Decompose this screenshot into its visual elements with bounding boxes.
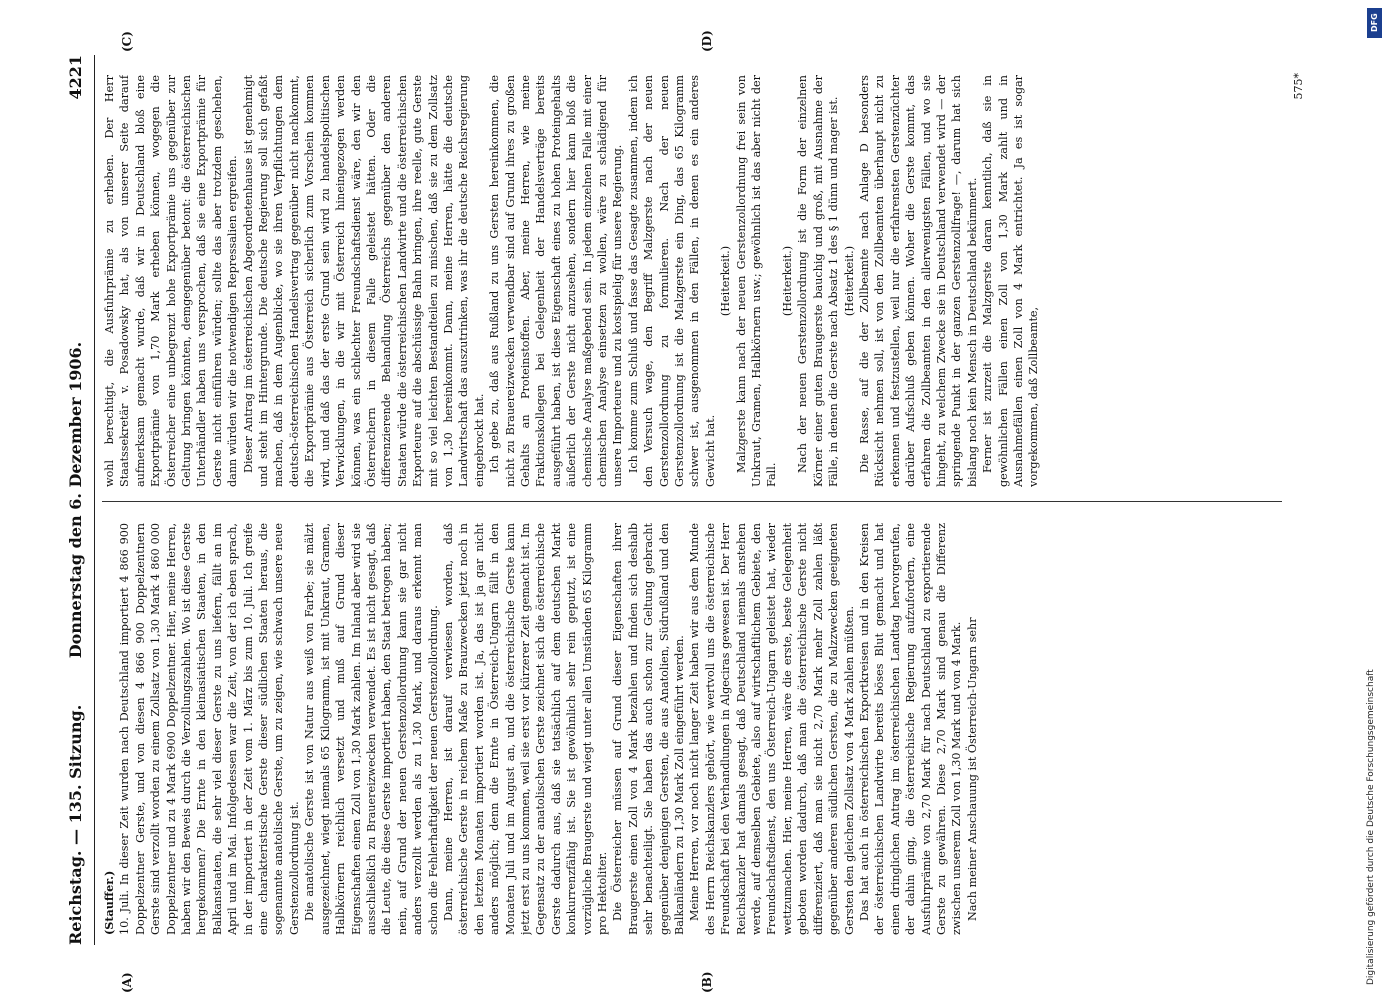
paragraph: Die Österreicher müssen auf Grund dieser Eigenschaften ihrer Braugerste einen Zoll von 4 Mark bezahlen und finden sich deshalb sehr benachteiligt. Sie haben das auch schon zur Geltung gebracht gegenüber denjenigen Gersten, die aus Anatolien, Südrußland und den Balkanländern zu 1,30 Mark Zoll eingeführt werden. (611, 523, 687, 935)
signature-mark: 575* (1292, 73, 1305, 100)
speaker-name: (Stauffer.) (102, 870, 116, 935)
dfg-logo: DFG (1367, 8, 1382, 38)
paragraph: Dieser Antrag im österreichischen Abgeordnetenhause ist genehmigt und steht im Hintergrunde. Die deutsche Regierung soll sich gefaßt machen, daß in dem Augenblicke, wo sie ihren Verpflichtungen dem deutsch-österreichischen Handelsvertrag gegenüber nicht nachkommt, die Exportprämie aus Österreich sicherlich zum Vorschein kommen wird, und daß das der erste Grund sein wird zu handelspolitischen Verwicklungen, in die wir mit Österreich hineingezogen werden können, was ein schlechter Freundschaftsdienst wäre, den wir den Österreichern in diesem Falle geleistet hätten. Oder die differenzierende Behandlung Österreichs gegenüber den anderen Staaten würde die österreichischen Landwirte und die österreichischen Exporteure auf die abschüssige Bahn bringen, ihre reelle, gute Gerste mit so viel leichten Bestandteilen zu mischen, daß sie zu dem Zollsatz von 1,30 hereinkommt. Dann, meine Herren, hätte die deutsche Landwirtschaft das auszutrinken, was ihr die deutsche Reichsregierung eingebrockt hat. (241, 75, 486, 487)
interjection: (Heiterkeit.) (842, 245, 856, 317)
paragraph: Ich gebe zu, daß aus Rußland zu uns Gersten hereinkommen, die nicht zu Brauereizwecken verwendbar sind auf Grund ihres zu großen Gehalts an Proteinstoffen. Aber, meine Herren, wie meine Fraktionskollegen bei Gelegenheit der Handelsverträge bereits ausgeführt haben, ist diese Eigenschaft eines zu hohen Proteingehalts äußerlich der Gerste nicht anzusehen, sondern hier kann bloß die chemische Analyse maßgebend sein. In jedem einzelnen Falle mit einer chemischen Analyse einsetzen zu wollen, wäre zu schädigend für unsere Importeure und zu kostspielig für unsere Regierung. (488, 75, 625, 487)
header-session: Reichstag. — 135. Sitzung. (66, 704, 85, 945)
paragraph: Das hat auch in österreichischen Exportkreisen und in den Kreisen der österreichischen Landwirte bereits böses Blut gemacht und hat einen dringlichen Antrag im österreichischen Landtag hervorgerufen, der dahin ging, die österreichische Regierung aufzufordern, eine Ausfuhrprämie von 2,70 Mark für nach Deutschland zu exportierende Gerste zu gewähren. Diese 2,70 Mark sind genau die Differenz zwischen unserem Zoll von 1,30 Mark und von 4 Mark. (857, 523, 964, 935)
digitization-credit: Digitalisierung gefördert durch die Deutsche Forschungsgemeinschaft (1366, 669, 1376, 985)
column-separator (102, 501, 1282, 502)
left-column (102, 523, 1282, 935)
margin-mark-d: (D) (700, 30, 714, 52)
paragraph: Ferner ist zurzeit die Malzgerste daran kenntlich, daß sie in gewöhnlichen Fällen einen Zoll von 1,30 Mark zahlt und in Ausnahmefällen einen Zoll von 4 Mark entrichtet. Ja es ist sogar vorgekommen, daß Zollbeamte, (981, 75, 1041, 487)
page-header (60, 55, 90, 945)
rotated-page (60, 30, 1355, 993)
paragraph: 10. Juli. In dieser Zeit wurden nach Deutschland importiert 4 866 900 Doppelzentner Gerste, und von diesen 4 866 900 Doppelzentnern Gerste sind verzollt worden zu einem Zollsatz von 1,30 Mark 4 860 000 Doppelzentner und zu 4 Mark 6900 Doppelzentner. Hier, meine Herren, haben wir den Beweis durch die Verzollungszahlen. Wo ist diese Gerste hergekommen? Die Ernte in den kleinasiatischen Staaten, in den Balkanstaaten, die sehr viel dieser Gerste zu uns liefern, fällt an im April und im Mai. Infolgedessen war die Zeit, von der ich eben sprach, in der importiert in der Zeit vom 1. März bis zum 10. Juli. Ich greife eine charakteristische Gerste dieser südlichen Staaten heraus, die sogenannte anatolische Gerste, um zu zeigen, wie schwach unsere neue Gerstenzollordnung ist. (118, 523, 301, 935)
margin-mark-b: (B) (700, 971, 714, 993)
page-number: 4221 (66, 55, 85, 100)
paragraph: Dann, meine Herren, ist darauf verwiesen worden, daß österreichische Gerste in reichem Maße zu Brauzwecken jetzt noch in den letzten Monaten importiert worden ist. Ja, das ist ja gar nicht anders möglich; denn die Ernte in Österreich-Ungarn fällt in den Monaten Juli und im August an, und die österreichische Gerste kann jetzt erst zu uns kommen, weil sie erst vor kürzerer Zeit gemacht ist. Im Gegensatz zu der anatolischen Gerste zeichnet sich die österreichische Gerste dadurch aus, daß sie tatsächlich auf dem deutschen Markt konkurrenzfähig ist. Sie ist gewöhnlich sehr rein geputzt, ist eine vorzügliche Braugerste und wiegt unter allen Umständen 65 Kilogramm pro Hektoliter. (441, 523, 609, 935)
margin-mark-a: (A) (120, 972, 134, 993)
paragraph: Die anatolische Gerste ist von Natur aus weiß von Farbe; sie mälzt ausgezeichnet, wiegt niemals 65 Kilogramm, ist mit Unkraut, Gramen, Halbkörnern reichlich versetzt und muß auf Grund dieser Eigenschaften einen Zoll von 1,30 Mark zahlen. Im Inland aber wird sie ausschließlich zu Brauereizwecken verwendet. Es ist nicht gesagt, daß die Leute, die diese Gerste importiert haben, den Staat betrogen haben; nein, auf Grund der neuen Gerstenzollordnung kann sie gar nicht anders verzollt werden als zu 1,30 Mark, und daraus erkennt man schon die Fehlerhaftigkeit der neuen Gerstenzollordnung. (303, 523, 440, 935)
paragraph: Die Rasse, auf die der Zollbeamte nach Anlage D besonders Rücksicht nehmen soll, ist von den Zollbeamten überhaupt nicht zu erkennen und festzustellen, weil nur die erfahrensten Gerstenzüchter darüber Aufschluß geben können. Woher die Gerste kommt, das erfahren die Zollbeamten in den allerwenigsten Fällen, und wo sie hingeht, zu welchem Zwecke sie in Deutschland verwendet wird — der springende Punkt in der ganzen Gerstenzollfrage! —, darum hat sich bislang noch kein Mensch in Deutschland bekümmert. (857, 75, 979, 487)
paragraph: Ich komme zum Schluß und fasse das Gesagte zusammen, indem ich den Versuch wage, den Begriff Malzgerste nach der neuen Gerstenzollordnung zu formulieren. Nach der neuen Gerstenzollordnung ist die Malzgerste ein Ding, das 65 Kilogramm schwer ist, ausgenommen in den Fällen, in denen es ein anderes Gewicht hat. (626, 75, 717, 487)
interjection: (Heiterkeit.) (780, 245, 794, 317)
paragraph: Meine Herren, vor noch nicht langer Zeit haben wir aus dem Munde des Herrn Reichskanzlers gehört, wie wertvoll uns die österreichische Freundschaft bei den Verhandlungen in Algeciras gewesen ist. Der Herr Reichskanzler hat damals gesagt, daß Deutschland niemals anstehen werde, auf demselben Gebiete, also auf wirtschaftlichem Gebiete, den Freundschaftsdienst, den uns Österreich-Ungarn geleistet hat, wieder wettzumachen. Hier, meine Herren, wäre die erste, beste Gelegenheit geboten worden dadurch, daß man die österreichische Gerste nicht differenziert, daß man sie nicht 2,70 Mark mehr Zoll zahlen läßt gegenüber anderen südlichen Gersten, die zu Malzzwecken geeigneten Gersten den gleichen Zollsatz von 4 Mark zahlen müßten. (688, 523, 856, 935)
right-column (102, 75, 1282, 487)
paragraph: Nach meiner Anschauung ist Österreich-Ungarn sehr (965, 617, 979, 921)
paragraph: Nach der neuen Gerstenzollordnung ist die Form der einzelnen Körner einer guten Braugerste bauchig und groß, mit Ausnahme der Fälle, in denen die Gerste nach Absatz 1 des § 1 dünn und mager ist. (796, 75, 841, 487)
header-rule (94, 55, 95, 945)
interjection: (Heiterkeit.) (719, 245, 733, 317)
paragraph: wohl berechtigt, die Ausfuhrprämie zu erheben. Der Herr Staatssekretär v. Posadowsky hat, als von unserer Seite darauf aufmerksam gemacht wurde, daß wir in Deutschland bloß eine Exportprämie von 1,70 Mark erheben können, wogegen die Österreicher eine unbegrenzt hohe Exportprämie uns gegenüber zur Geltung bringen könnten, demgegenüber betont: die österreichischen Unterhändler haben uns versprochen, daß sie eine Exportprämie für Gerste nicht einführen würden; sollte das aber trotzdem geschehen, dann würden wir die notwendigen Repressalien ergreifen. (103, 75, 240, 487)
margin-mark-c: (C) (120, 31, 134, 52)
paragraph: Malzgerste kann nach der neuen Gerstenzollordnung frei sein von Unkraut, Gramen, Halbkörnern usw.; gewöhnlich ist das aber nicht der Fall. (734, 75, 779, 487)
header-date: Donnerstag den 6. Dezember 1906. (66, 341, 85, 659)
